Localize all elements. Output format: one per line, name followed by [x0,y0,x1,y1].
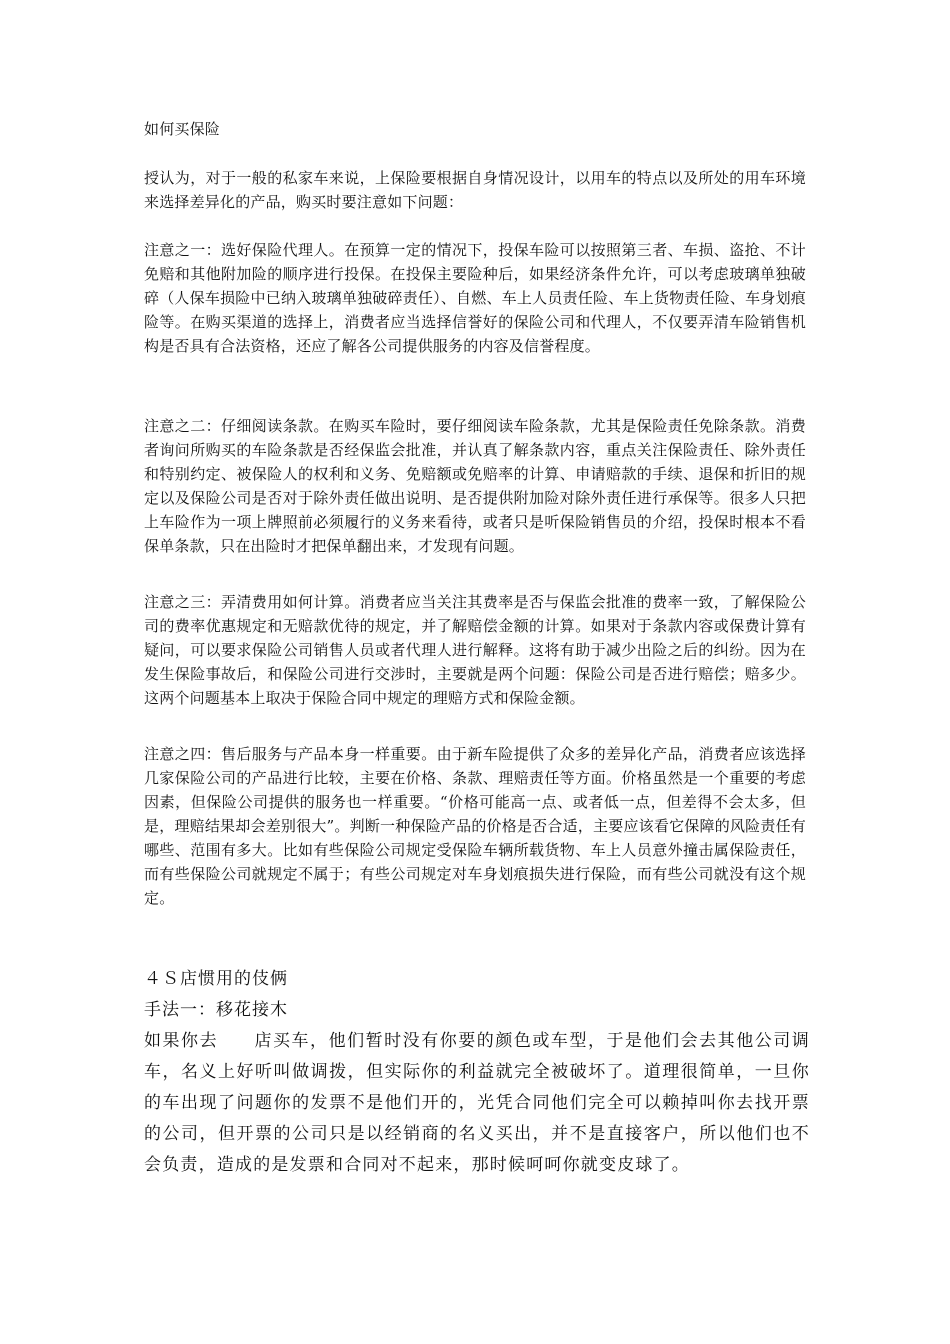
method-text-rest: 店买车，他们暂时没有你要的颜色或车型，于是他们会去其他公司调车，名义上好听叫做调拨，但实际你的利益就完全被破坏了。道理很简单，一旦你的车出现了问题你的发票不是他们开的，光凭合同他们完全可以赖掉叫你去找开票的公司，但开票的公司只是以经销商的名义买出，并不是直接客户，所以他们也不会负责，造成的是发票和合同对不起来，那时候呵呵你就变皮球了。 [144,1031,810,1175]
note-1-paragraph: 注意之一：选好保险代理人。在预算一定的情况下，投保车险可以按照第三者、车损、盗抢、不计免赔和其他附加险的顺序进行投保。在投保主要险种后，如果经济条件允许，可以考虑玻璃单独破碎（人保车损险中已纳入玻璃单独破碎责任）、自燃、车上人员责任险、车上货物责任险、车身划痕险等。在购买渠道的选择上，消费者应当选择信誉好的保险公司和代理人，不仅要弄清车险销售机构是否具有合法资格，还应了解各公司提供服务的内容及信誉程度。 [144,241,806,355]
method-text-start: 如果你去 [144,1031,219,1051]
method-paragraph [144,1026,810,1181]
section-heading: ４Ｓ店惯用的伎俩 [144,969,288,989]
note-4-paragraph: 注意之四：售后服务与产品本身一样重要。由于新车险提供了众多的差异化产品，消费者应该选择几家保险公司的产品进行比较，主要在价格、条款、理赔责任等方面。价格虽然是一个重要的考虑因素，但保险公司提供的服务也一样重要。“价格可能高一点、或者低一点，但差得不会太多，但是，理赔结果却会差别很大”。判断一种保险产品的价格是否合适，主要应该看它保障的风险责任有哪些、范围有多大。比如有些保险公司规定受保险车辆所载货物、车上人员意外撞击属保险责任，而有些保险公司就规定不属于；有些公司规定对车身划痕损失进行保险，而有些公司就没有这个规定。 [144,745,806,907]
note-2-paragraph: 注意之二：仔细阅读条款。在购买车险时，要仔细阅读车险条款，尤其是保险责任免除条款。消费者询问所购买的车险条款是否经保监会批准，并认真了解条款内容，重点关注保险责任、除外责任和特别约定、被保险人的权利和义务、免赔额或免赔率的计算、申请赔款的手续、退保和折旧的规定以及保险公司是否对于除外责任做出说明、是否提供附加险对除外责任进行承保等。很多人只把上车险作为一项上牌照前必须履行的义务来看待，或者只是听保险销售员的介绍，投保时根本不看保单条款，只在出险时才把保单翻出来，才发现有问题。 [144,417,806,555]
method-heading: 手法一：移花接木 [144,1000,288,1020]
intro-paragraph: 授认为，对于一般的私家车来说，上保险要根据自身情况设计，以用车的特点以及所处的用车环境来选择差异化的产品，购买时要注意如下问题： [144,169,806,211]
page-title: 如何买保险 [144,120,221,138]
note-3-paragraph: 注意之三：弄清费用如何计算。消费者应当关注其费率是否与保监会批准的费率一致，了解保险公司的费率优惠规定和无赔款优待的规定，并了解赔偿金额的计算。如果对于条款内容或保费计算有疑问，可以要求保险公司销售人员或者代理人进行解释。这将有助于减少出险之后的纠纷。因为在发生保险事故后，和保险公司进行交涉时，主要就是两个问题：保险公司是否进行赔偿；赔多少。这两个问题基本上取决于保险合同中规定的理赔方式和保险金额。 [144,593,806,707]
